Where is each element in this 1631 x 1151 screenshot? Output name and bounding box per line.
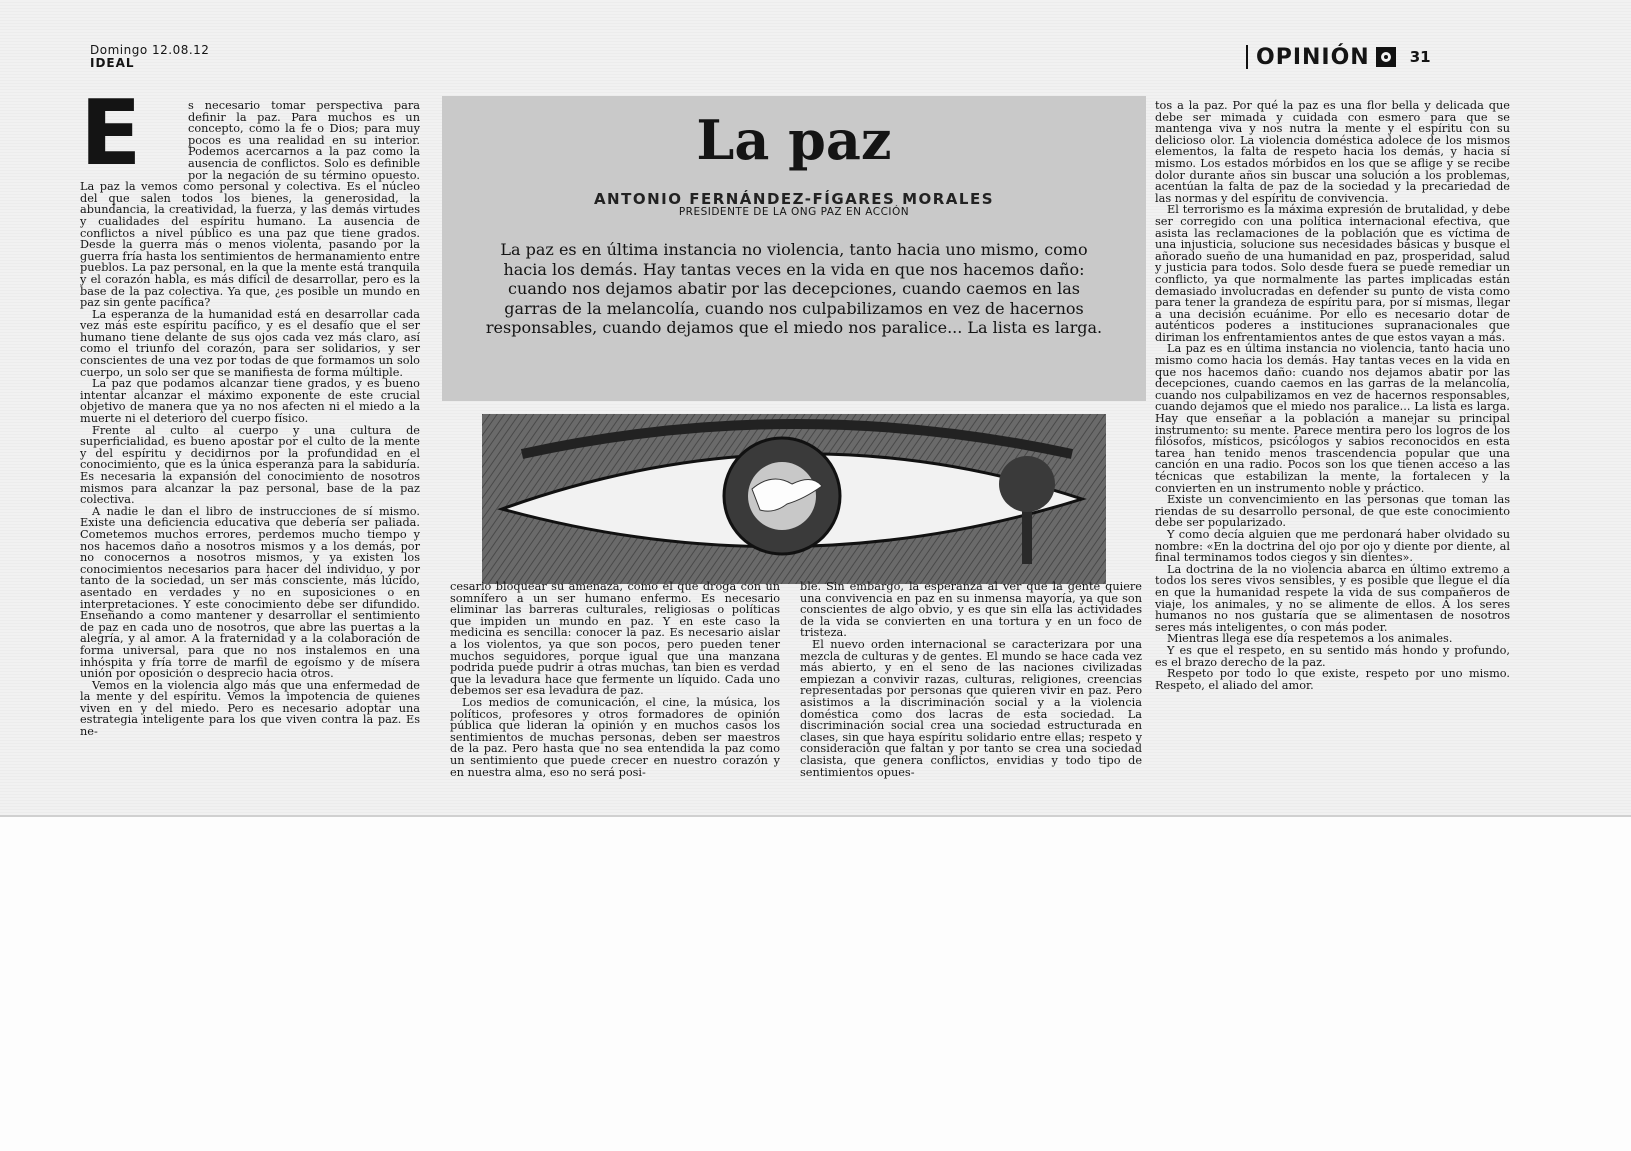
paragraph: Frente al culto al cuerpo y una cultura de superficialidad, es bueno apostar por el culto de la mente y del espíritu y decidirnos por la profundidad en el conocimiento, que es la única esperanza para la sabiduría. Es necesaria la expansión del conocimiento de nosotros mismos para alcanzar la paz personal, base de la paz colectiva. bbox=[80, 423, 420, 507]
paragraph: El nuevo orden internacional se caracterizara por una mezcla de culturas y de gentes. El mundo se hace cada vez más abierto, y en el seno de las naciones civilizadas empiezan a convivir razas, culturas, religiones, creencias representadas por personas que quieren vivir en paz. Pero asistimos a la discriminación social y a la violencia doméstica como dos lacras de esta sociedad. La discriminación social crea una sociedad estructurada en clases, sin que haya espíritu solidario entre ellas; respeto y consideración que faltan y por tanto se crea una sociedad clasista, que genera conflictos, envidias y todo tipo de sentimientos opues- bbox=[800, 637, 1142, 779]
issue-date: Domingo 12.08.12 bbox=[90, 43, 210, 57]
header-divider bbox=[1246, 45, 1248, 69]
drop-cap: E bbox=[80, 81, 142, 186]
paragraph: La paz es en última instancia no violencia, tanto hacia uno mismo como hacia los demás. Hay tantas veces en la vida en que nos hacemos daño: cuando nos dejamos abatir por las decepciones, cuando caemos en las garras de la melancolía, cuando nos culpabilizamos en vez de hacernos responsables, cuando dejamos que el miedo nos paralice... La lista es larga. Hay que enseñar a la población a manejar su principal instrumento: su mente. Parece mentira pero los logros de los filósofos, místicos, psicólogos y sabios reconocidos en esta tarea han tenido menos trascendencia popular que una canción en una radio. Pocos son los que tienen acceso a las técnicas que estabilizan la mente, la fortalecen y la convierten en un instrumento noble y práctico. bbox=[1155, 342, 1510, 495]
section-label: OPINIÓN bbox=[1256, 44, 1370, 70]
article-column-2 bbox=[450, 581, 780, 778]
author-name: ANTONIO FERNÁNDEZ-FÍGARES MORALES bbox=[593, 190, 995, 208]
article-column-4 bbox=[1155, 100, 1510, 691]
pull-quote: La paz es en última instancia no violencia, tanto hacia uno mismo, como hacia los demás. Hay tantas veces en la vida en que nos hacemos daño: cuando nos dejamos abatir por las decepciones, cuando caemos en las garras de la melancolía, cuando nos culpabilizamos en vez de hacernos responsables, cuando dejamos que el miedo nos paralice... La lista es larga. bbox=[485, 240, 1103, 337]
paragraph: Existe un convencimiento en las personas que toman las riendas de su desarrollo personal, de que este conocimiento debe ser popularizado. bbox=[1155, 493, 1510, 530]
paragraph: A nadie le dan el libro de instrucciones de sí mismo. Existe una deficiencia educativa que debería ser paliada. Cometemos muchos errores, perdemos mucho tiempo y nos hacemos daño a nosotros mismos y a los demás, por no conocernos a nosotros mismos, y ya existen los conocimientos necesarios para hacer del individuo, y por tanto de la sociedad, un ser más consciente, más lúcido, asentado en verdades y no en suposiciones o en interpretaciones. Y este conocimiento debe ser difundido. Enseñando a como mantener y desarrollar el sentimiento de paz en cada uno de nosotros, que abre las puertas a la alegría, y al amor. A la fraternidad y a la colaboración de forma universal, para que no nos instalemos en una inhóspita y fría torre de marfil de egoísmo y de mísera unión por oposición o desprecio hacia otros. bbox=[80, 504, 420, 681]
article-column-1 bbox=[80, 81, 420, 739]
paragraph: Los medios de comunicación, el cine, la música, los políticos, profesores y otros formadores de opinión pública que lideran la opinión y en muchos casos los sentimientos de muchas personas, deben ser maestros de la paz. Pero hasta que no sea entendida la paz como un sentimiento que puede crecer en nuestro corazón y en nuestra alma, eso no será posi- bbox=[450, 695, 780, 779]
paragraph: tos a la paz. Por qué la paz es una flor bella y delicada que debe ser mimada y cuidada con esmero para que se mantenga viva y nos nutra la mente y el espíritu con su delicioso olor. La violencia doméstica adolece de los mismos elementos, la falta de respeto hacia los demás, y hacia sí mismo. Los estados mórbidos en los que se aflige y se recibe dolor durante años sin buscar una solución a los problemas, acentúan la falta de paz de la sociedad y la precariedad de las normas y del espíritu de convivencia. bbox=[1155, 99, 1510, 205]
paragraph: Vemos en la violencia algo más que una enfermedad de la mente y del espíritu. Vemos la impotencia de quienes viven en y del miedo. Pero es necesario adoptar una estrategia inteligente para los que viven contra la paz. Es ne- bbox=[80, 678, 420, 739]
newspaper-name: IDEAL bbox=[90, 56, 135, 70]
paragraph: La doctrina de la no violencia abarca en último extremo a todos los seres vivos sensibles, y es posible que llegue el día en que la humanidad respete la vida de sus compañeros de viaje, los animales, y no se alimente de ellos. A los seres humanos no nos gustaría que se alimentasen de nosotros seres más inteligentes, o con más poder. bbox=[1155, 562, 1510, 634]
paragraph: La paz que podamos alcanzar tiene grados, y es bueno intentar alcanzar el máximo exponente de este crucial objetivo de manera que ya no nos afecten ni el miedo a la muerte ni el deterioro del cuerpo físico. bbox=[80, 377, 420, 426]
paragraph: Y es que el respeto, en su sentido más hondo y profundo, es el brazo derecho de la paz. bbox=[1155, 643, 1510, 669]
paragraph: La esperanza de la humanidad está en desarrollar cada vez más este espíritu pacífico, y es el desafío que el ser humano tiene delante de sus ojos cada vez más claro, así como el triunfo del corazón, para ser solidarios, y ser conscientes de una vez por todas de que formamos un solo cuerpo, un solo ser que se manifiesta de forma múltiple. bbox=[80, 307, 420, 379]
paragraph: El terrorismo es la máxima expresión de brutalidad, y debe ser corregido con una política internacional efectiva, que asista las reclamaciones de la población que es víctima de una injusticia, solucione sus necesidades básicas y busque el añorado sueño de una humanidad en paz, prosperidad, salud y justicia para todos. Solo desde fuera se puede remediar un conflicto, ya que normalmente las partes implicadas están demasiado involucradas en defender su punto de vista como para tener la grandeza de espíritu para, por sí mismas, llegar a una decisión ecuánime. Por ello es necesario dotar de auténticos poderes a instituciones supranacionales que diriman los enfrentamientos antes de que estos vayan a más. bbox=[1155, 203, 1510, 344]
paragraph: Y como decía alguien que me perdonará haber olvidado su nombre: «En la doctrina del ojo por ojo y diente por diente, al final terminamos todos ciegos y sin dientes». bbox=[1155, 527, 1510, 565]
paragraph: Respeto por todo lo que existe, respeto por uno mismo. Respeto, el aliado del amor. bbox=[1155, 667, 1510, 692]
article-title: La paz bbox=[696, 108, 892, 172]
scan-edge bbox=[0, 815, 1631, 817]
author-role: PRESIDENTE DE LA ONG PAZ EN ACCIÓN bbox=[678, 206, 910, 218]
paragraph: Mientras llega ese día respetemos a los animales. bbox=[1167, 632, 1453, 646]
paragraph: ble. Sin embargo, la esperanza al ver que la gente quiere una convivencia en paz en su inmensa mayoría, ya que son conscientes de algo obvio, y es que sin ella las actividades de la vida se convierten en una tortura y en un foco de tristeza. bbox=[800, 580, 1142, 640]
eye-illustration bbox=[482, 414, 1106, 584]
page-header-left bbox=[90, 44, 209, 70]
paragraph: cesario bloquear su amenaza, como el que droga con un somnífero a un ser humano enfermo. Es necesario eliminar las barreras culturales, religiosas o políticas que impiden un mundo en paz. Y en este caso la medicina es sencilla: conocer la paz. Es necesario aislar a los violentos, ya que son pocos, pero pueden tener muchos seguidores, porque igual que una manzana podrida puede pudrir a otras muchas, tan bien es verdad que la levadura hace que fermente un líquido. Cada uno debemos ser esa levadura de paz. bbox=[450, 580, 780, 698]
paragraph: s necesario tomar perspectiva para definir la paz. Para muchos es un concepto, como la fe o Dios; para muy pocos es una realidad en su interior. Podemos acercarnos a la paz como la ausencia de conflictos. Solo es definible por la negación de su término opuesto. La paz la vemos como personal y colectiva. Es el núcleo del que salen todos los bienes, la generosidad, la abundancia, la creatividad, la fuerza, y las demás virtudes y cualidades del espíritu humano. La ausencia de conflictos a nivel público es una paz que tiene grados. Desde la guerra más o menos violenta, pasando por la guerra fría hasta los sentimientos de hermanamiento entre pueblos. La paz personal, en la que la mente está tranquila y el corazón habla, es más difícil de desarrollar, pero es la base de la paz colectiva. Ya que, ¿es posible un mundo en paz sin gente pacífica? bbox=[80, 99, 420, 310]
tree-icon bbox=[999, 456, 1055, 512]
article-column-3 bbox=[800, 581, 1142, 778]
page-header-right bbox=[1246, 44, 1431, 70]
o-logo-icon bbox=[1376, 47, 1396, 67]
page-number: 31 bbox=[1409, 48, 1431, 66]
